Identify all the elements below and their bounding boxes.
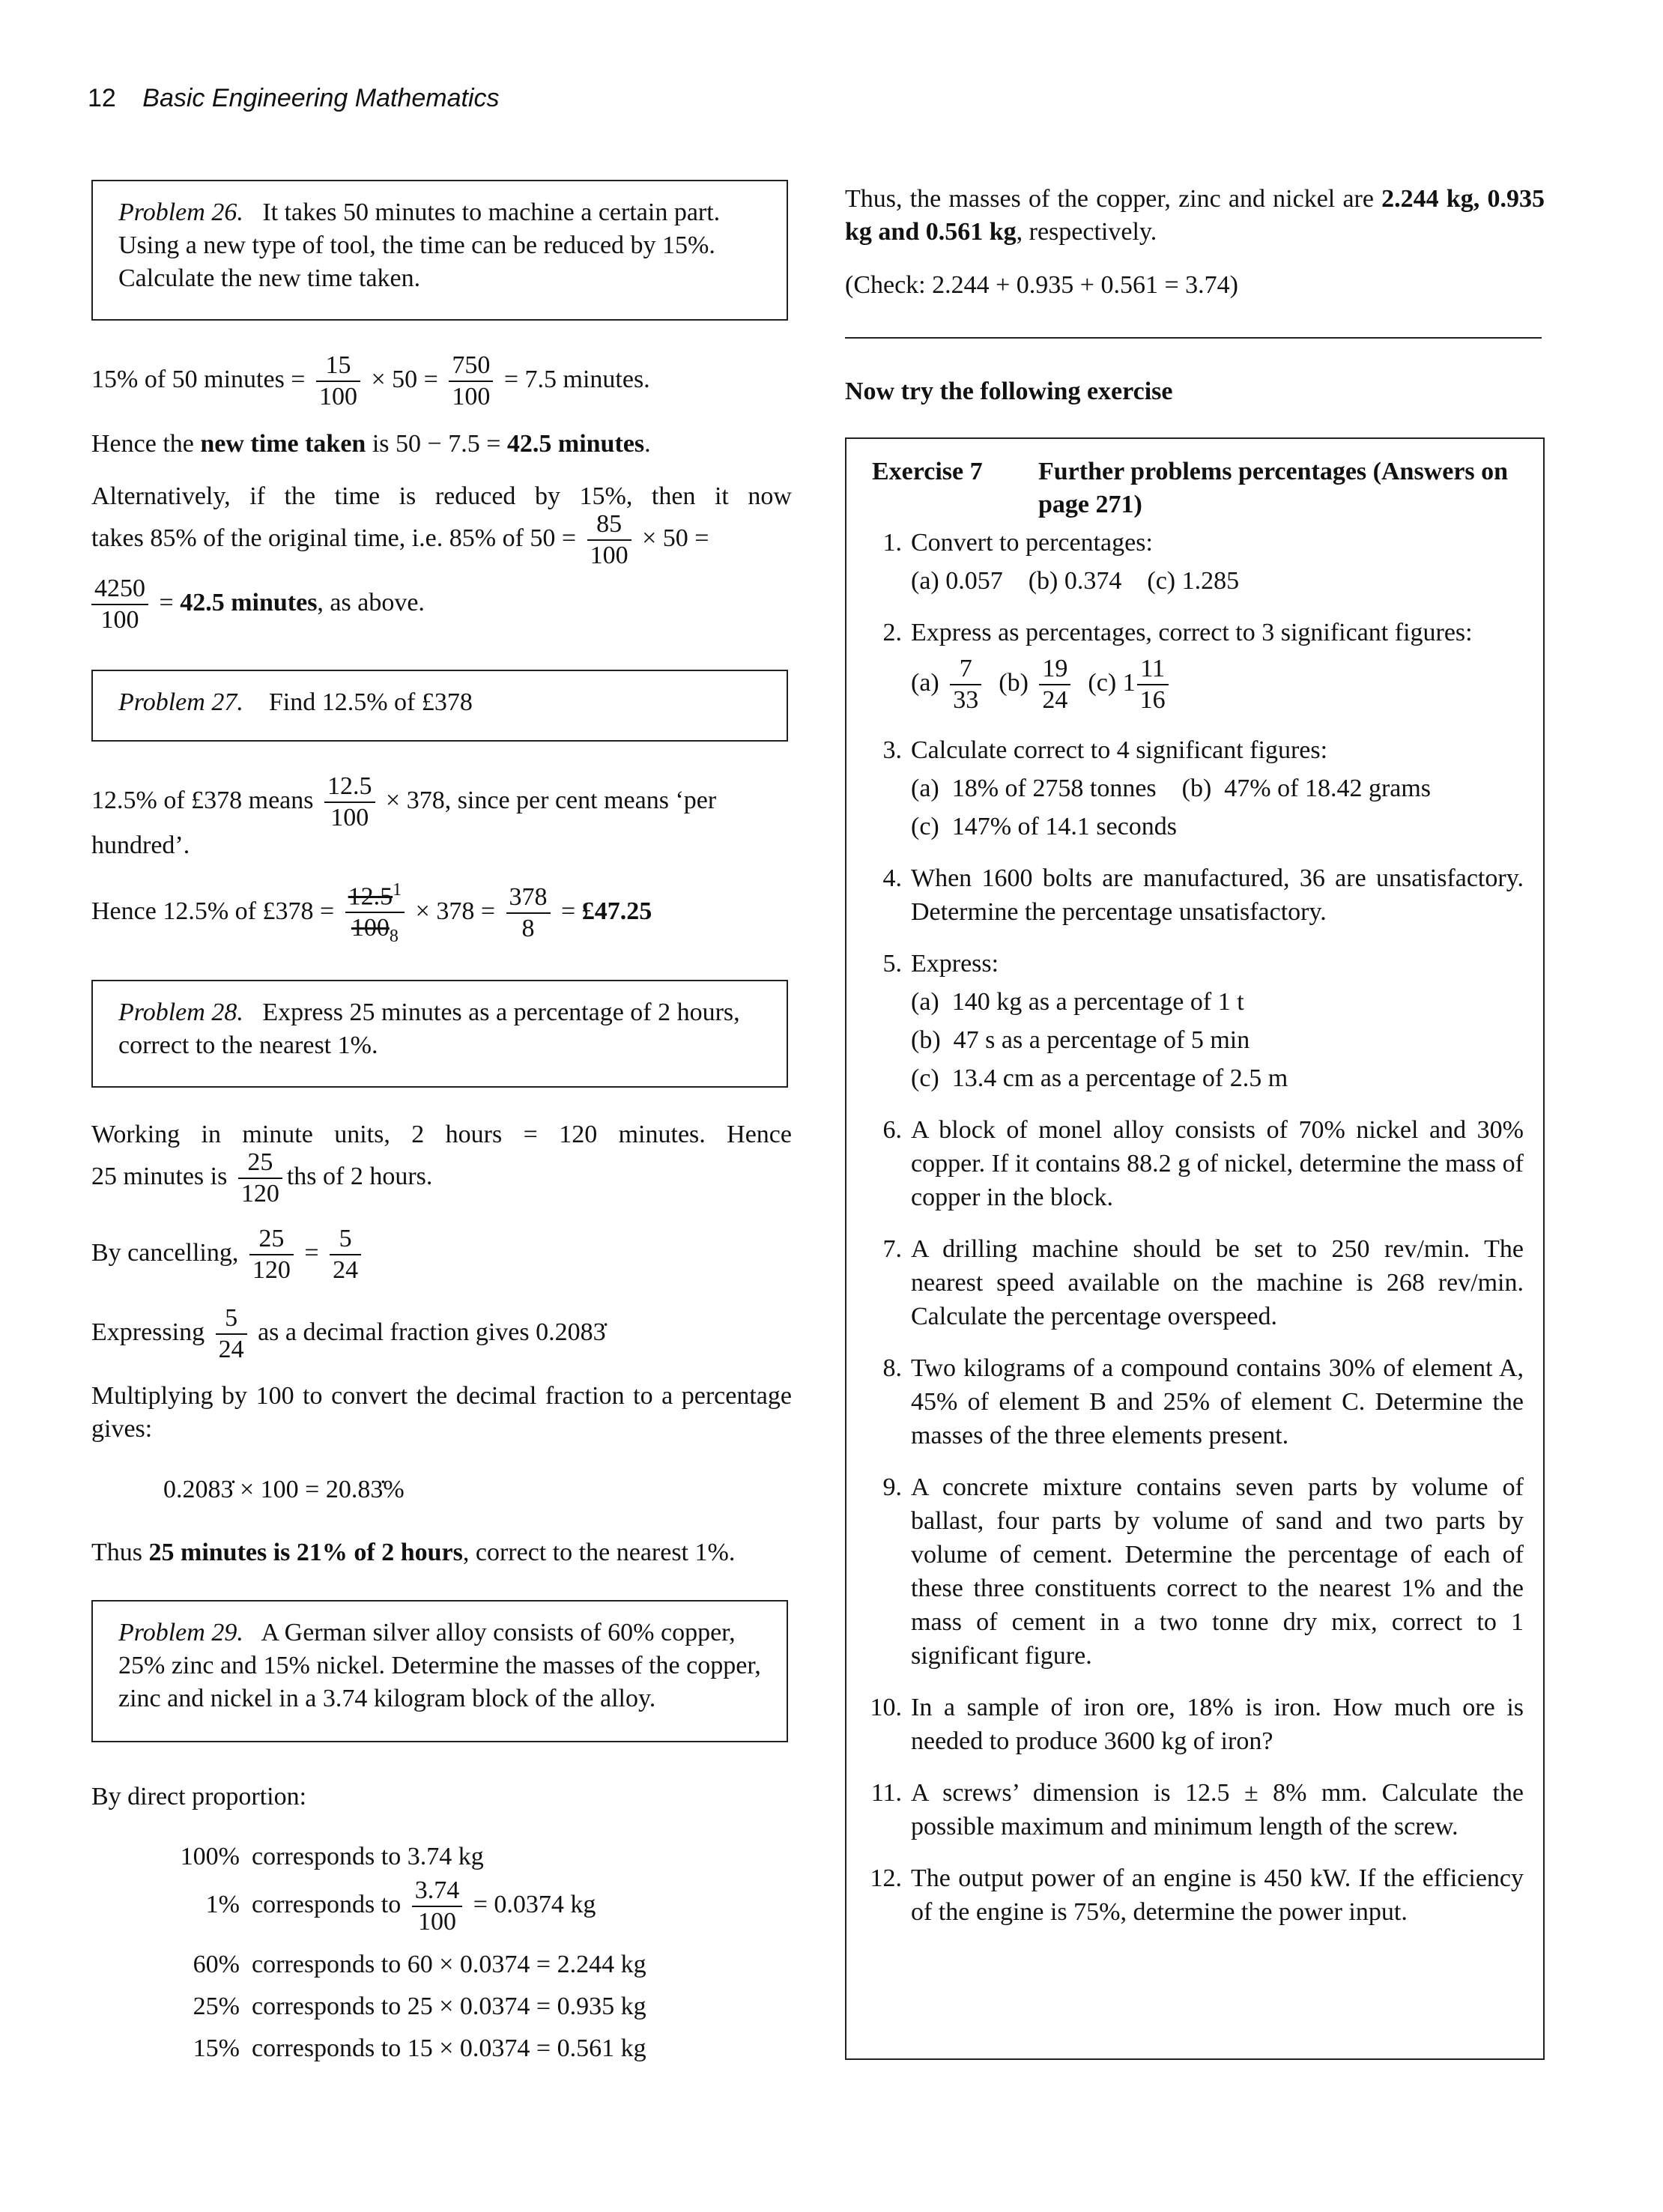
text: Thus [91, 1539, 149, 1566]
item-sub: (a) 0.057 (b) 0.374 (c) 1.285 [911, 567, 1240, 595]
exercise-intro [845, 378, 1172, 406]
numerator: 12.5 [348, 882, 393, 911]
list-item [846, 1470, 1543, 1673]
fraction [91, 574, 148, 635]
text: , correct to the nearest 1%. [462, 1539, 736, 1566]
percent: 25% [193, 1993, 240, 2020]
text: Thus, the masses of the copper, zinc and nickel are [845, 185, 1382, 213]
cancelled-fraction [345, 875, 405, 951]
item-text: Express as percentages, correct to 3 significant figures: [911, 619, 1473, 646]
text: corresponds to [252, 1890, 402, 1918]
text: ths of 2 hours. [286, 1162, 433, 1190]
problem-27-box [91, 670, 788, 742]
list-item [846, 1691, 1543, 1758]
list-item [846, 1861, 1543, 1929]
item-number: 7. [882, 1235, 902, 1263]
text: (a) [911, 668, 939, 697]
percent: 100% [180, 1843, 240, 1870]
numerator: 378 [506, 882, 551, 914]
bold-text: 42.5 minutes [180, 588, 318, 616]
text: By direct proportion: [91, 1783, 307, 1810]
proportion-row [157, 1876, 596, 1937]
list-item [846, 733, 1543, 843]
text: Now try the following exercise [845, 378, 1173, 405]
list-item [846, 526, 1543, 598]
superscript: 1 [393, 880, 402, 900]
item-text: In a sample of iron ore, 18% is iron. How much ore is needed to produce 3600 kg of iron? [911, 1694, 1524, 1755]
exercise-list [846, 526, 1543, 1947]
item-text: Calculate correct to 4 significant figures: [911, 736, 1328, 764]
problem-26-box [91, 180, 788, 321]
denominator: 100 [318, 383, 357, 410]
text: as a decimal fraction gives 0.2083̇ [258, 1318, 606, 1346]
text: = 7.5 minutes. [503, 365, 650, 393]
text: . [644, 430, 651, 458]
denominator: 100 [452, 383, 491, 410]
denominator: 120 [240, 1180, 279, 1207]
item-number: 5. [882, 950, 902, 978]
text: is 50 − 7.5 = [366, 430, 507, 458]
solution-line [91, 1783, 306, 1811]
numerator: 7 [950, 654, 981, 685]
bold-text: 25 minutes is 21% of 2 hours [148, 1539, 463, 1566]
numerator: 3.74 [412, 1876, 463, 1907]
solution-line [91, 1303, 606, 1365]
text: (b) [999, 668, 1029, 697]
text: By cancelling, [91, 1238, 239, 1267]
solution-line [91, 482, 792, 511]
percent: 1% [205, 1890, 240, 1918]
item-text: A drilling machine should be set to 250 rev/min. The nearest speed available on the machine is 268 rev/min. Calculate the percentage overspeed. [911, 1235, 1524, 1330]
proportion-row [157, 1843, 484, 1871]
text: = [159, 588, 181, 616]
item-text: A concrete mixture contains seven parts by volume of ballast, four parts by volume of sand and two parts by volume of cement. Determine the percentage of each of these three constituents correct to the nearest 1% and the mass of cement in a two tonne dry mix, correct to 1 significant figure. [911, 1473, 1524, 1670]
proportion-row [157, 2034, 646, 2063]
item-number: 2. [882, 619, 902, 646]
fraction [506, 882, 551, 944]
text: corresponds to 3.74 kg [252, 1843, 484, 1870]
denominator: 33 [953, 686, 979, 714]
fraction [216, 1303, 247, 1365]
denominator: 100 [351, 914, 390, 942]
item-sub: (c) 147% of 14.1 seconds [911, 813, 1178, 840]
text: 15% of 50 minutes = [91, 365, 306, 393]
page-number: 12 [88, 84, 116, 112]
numerator: 11 [1137, 654, 1169, 685]
solution-line [91, 430, 651, 458]
item-sub: (c) 13.4 cm as a percentage of 2.5 m [911, 1064, 1288, 1092]
exercise-box [845, 437, 1545, 2060]
fraction [412, 1876, 463, 1937]
list-item [846, 616, 1543, 715]
item-number: 6. [882, 1116, 902, 1144]
solution-line [91, 509, 709, 571]
solution-line [91, 1121, 792, 1149]
solution-line [91, 1224, 366, 1285]
subscript: 8 [389, 927, 399, 947]
denominator: 120 [252, 1256, 291, 1284]
fraction [324, 772, 375, 833]
solution-line [91, 875, 652, 951]
fraction [249, 1224, 294, 1285]
solution-line [163, 1476, 405, 1504]
bold-text: 42.5 minutes [506, 430, 645, 458]
proportion-row [157, 1951, 646, 1979]
solution-line [91, 831, 190, 860]
text: = 0.0374 kg [473, 1890, 596, 1918]
denominator: 24 [1042, 686, 1068, 714]
book-title: Basic Engineering Mathematics [142, 84, 500, 112]
item-number: 1. [882, 529, 902, 557]
text: (Check: 2.244 + 0.935 + 0.561 = 3.74) [845, 271, 1238, 299]
text: takes 85% of the original time, i.e. 85% of 50 = [91, 524, 577, 552]
item-sub: (a) 18% of 2758 tonnes (b) 47% of 18.42 grams [911, 775, 1432, 802]
numerator: 19 [1039, 654, 1070, 685]
text: 0.2083̇ × 100 = 20.83̇% [163, 1476, 405, 1503]
denominator: 100 [590, 542, 628, 569]
item-number: 12. [870, 1864, 902, 1892]
item-number: 10. [870, 1694, 902, 1721]
list-item [846, 947, 1543, 1095]
solution-line [87, 574, 425, 635]
text: corresponds to 25 × 0.0374 = 0.935 kg [252, 1993, 646, 2020]
bold-text: 2.244 kg, 0.935 kg and 0.561 kg [845, 185, 1545, 246]
numerator: 25 [238, 1148, 282, 1179]
text: Hence 12.5% of £378 = [91, 897, 335, 925]
exercise-title [872, 455, 1510, 521]
text: 25 minutes is [91, 1162, 228, 1190]
running-header [88, 84, 500, 113]
fraction [238, 1148, 282, 1209]
numerator: 4250 [91, 574, 148, 605]
fraction [316, 351, 360, 412]
text: Working in minute units, 2 hours = 120 minutes. Hence [91, 1121, 792, 1148]
problem-text: A German silver alloy consists of 60% copper, 25% zinc and 15% nickel. Determine the masses of the copper, zinc and nickel in a 3.74 kilogram block of the alloy. [118, 1619, 761, 1712]
item-text: A block of monel alloy consists of 70% nickel and 30% copper. If it contains 88.2 g of nickel, determine the mass of copper in the block. [911, 1116, 1524, 1211]
text: × 378, since per cent means ‘per [386, 786, 717, 814]
solution-line [91, 772, 792, 833]
section-divider [845, 337, 1542, 339]
fraction [587, 509, 631, 571]
text: , as above. [317, 588, 425, 616]
conclusion-paragraph [845, 183, 1545, 249]
solution-line [91, 351, 650, 412]
problem-text: It takes 50 minutes to machine a certain part. Using a new type of tool, the time can be reduced by 15%. Calculate the new time taken. [118, 199, 721, 292]
text: × 50 = [371, 365, 438, 393]
denominator: 24 [333, 1256, 359, 1284]
bold-text: £47.25 [581, 897, 652, 925]
denominator: 100 [100, 606, 139, 634]
fraction [1039, 654, 1070, 715]
item-text: When 1600 bolts are manufactured, 36 are unsatisfactory. Determine the percentage unsatisfactory. [911, 864, 1524, 926]
exercise-heading: Further problems percentages (Answers on page 271) [1038, 458, 1509, 518]
problem-28-box [91, 980, 788, 1088]
problem-label: Problem 26. [118, 199, 243, 226]
numerator: 5 [330, 1224, 361, 1255]
text: hundred’. [91, 831, 190, 859]
fraction [1137, 654, 1169, 715]
check-line [845, 271, 1238, 300]
denominator: 8 [521, 915, 535, 943]
text: (c) 1 [1088, 668, 1136, 697]
problem-label: Problem 27. [118, 688, 243, 716]
numerator: 12.5 [324, 772, 375, 803]
item-text: A screws’ dimension is 12.5 ± 8% mm. Calculate the possible maximum and minimum length of the screw. [911, 1779, 1524, 1840]
exercise-number: Exercise 7 [872, 458, 983, 485]
text: Hence the [91, 430, 201, 458]
problem-text: Express 25 minutes as a percentage of 2 hours, correct to the nearest 1%. [118, 999, 740, 1059]
percent: 15% [193, 2034, 240, 2062]
problem-text: Find 12.5% of £378 [268, 688, 473, 716]
item-number: 8. [882, 1354, 902, 1382]
item-text: Two kilograms of a compound contains 30% of element A, 45% of element B and 25% of element C. Determine the masses of the three elements present. [911, 1354, 1524, 1449]
list-item [846, 1776, 1543, 1843]
item-number: 11. [870, 1779, 902, 1807]
list-item [846, 1351, 1543, 1452]
denominator: 24 [218, 1336, 244, 1363]
fraction [449, 351, 493, 412]
percent: 60% [193, 1951, 240, 1978]
numerator: 15 [316, 351, 360, 382]
text: = [561, 897, 582, 925]
list-item [846, 1232, 1543, 1333]
problem-29-box [91, 1600, 788, 1742]
item-number: 4. [882, 864, 902, 892]
bold-text: new time taken [200, 430, 366, 458]
fraction [950, 654, 981, 715]
item-sub [911, 654, 1524, 715]
fraction [330, 1224, 361, 1285]
item-sub: (a) 140 kg as a percentage of 1 t [911, 988, 1244, 1016]
text: corresponds to 15 × 0.0374 = 0.561 kg [252, 2034, 646, 2062]
numerator: 25 [249, 1224, 294, 1255]
text: = [304, 1238, 319, 1267]
text: 12.5% of £378 means [91, 786, 314, 814]
list-item [846, 1113, 1543, 1214]
item-text: Express: [911, 950, 999, 978]
text: × 50 = [642, 524, 709, 552]
text: Multiplying by 100 to convert the decimal fraction to a percentage gives: [91, 1382, 792, 1443]
item-sub: (b) 47 s as a percentage of 5 min [911, 1026, 1250, 1054]
solution-line [91, 1539, 735, 1567]
numerator: 750 [449, 351, 493, 382]
problem-label: Problem 28. [118, 999, 243, 1026]
numerator: 5 [216, 1303, 247, 1335]
denominator: 16 [1139, 686, 1166, 714]
solution-line [91, 1148, 432, 1209]
item-number: 3. [882, 736, 902, 764]
item-number: 9. [882, 1473, 902, 1501]
item-text: Convert to percentages: [911, 529, 1153, 557]
solution-paragraph [91, 1380, 792, 1446]
text: Expressing [91, 1318, 205, 1346]
text: , respectively. [1016, 218, 1157, 246]
text: × 378 = [415, 897, 496, 925]
denominator: 100 [330, 804, 369, 831]
list-item [846, 861, 1543, 929]
denominator: 100 [418, 1908, 456, 1936]
problem-label: Problem 29. [118, 1619, 243, 1646]
item-text: The output power of an engine is 450 kW. If the efficiency of the engine is 75%, determine the power input. [911, 1864, 1524, 1926]
text: corresponds to 60 × 0.0374 = 2.244 kg [252, 1951, 646, 1978]
proportion-row [157, 1993, 646, 2021]
numerator: 85 [587, 509, 631, 541]
text: Alternatively, if the time is reduced by 15%, then it now [91, 482, 792, 510]
